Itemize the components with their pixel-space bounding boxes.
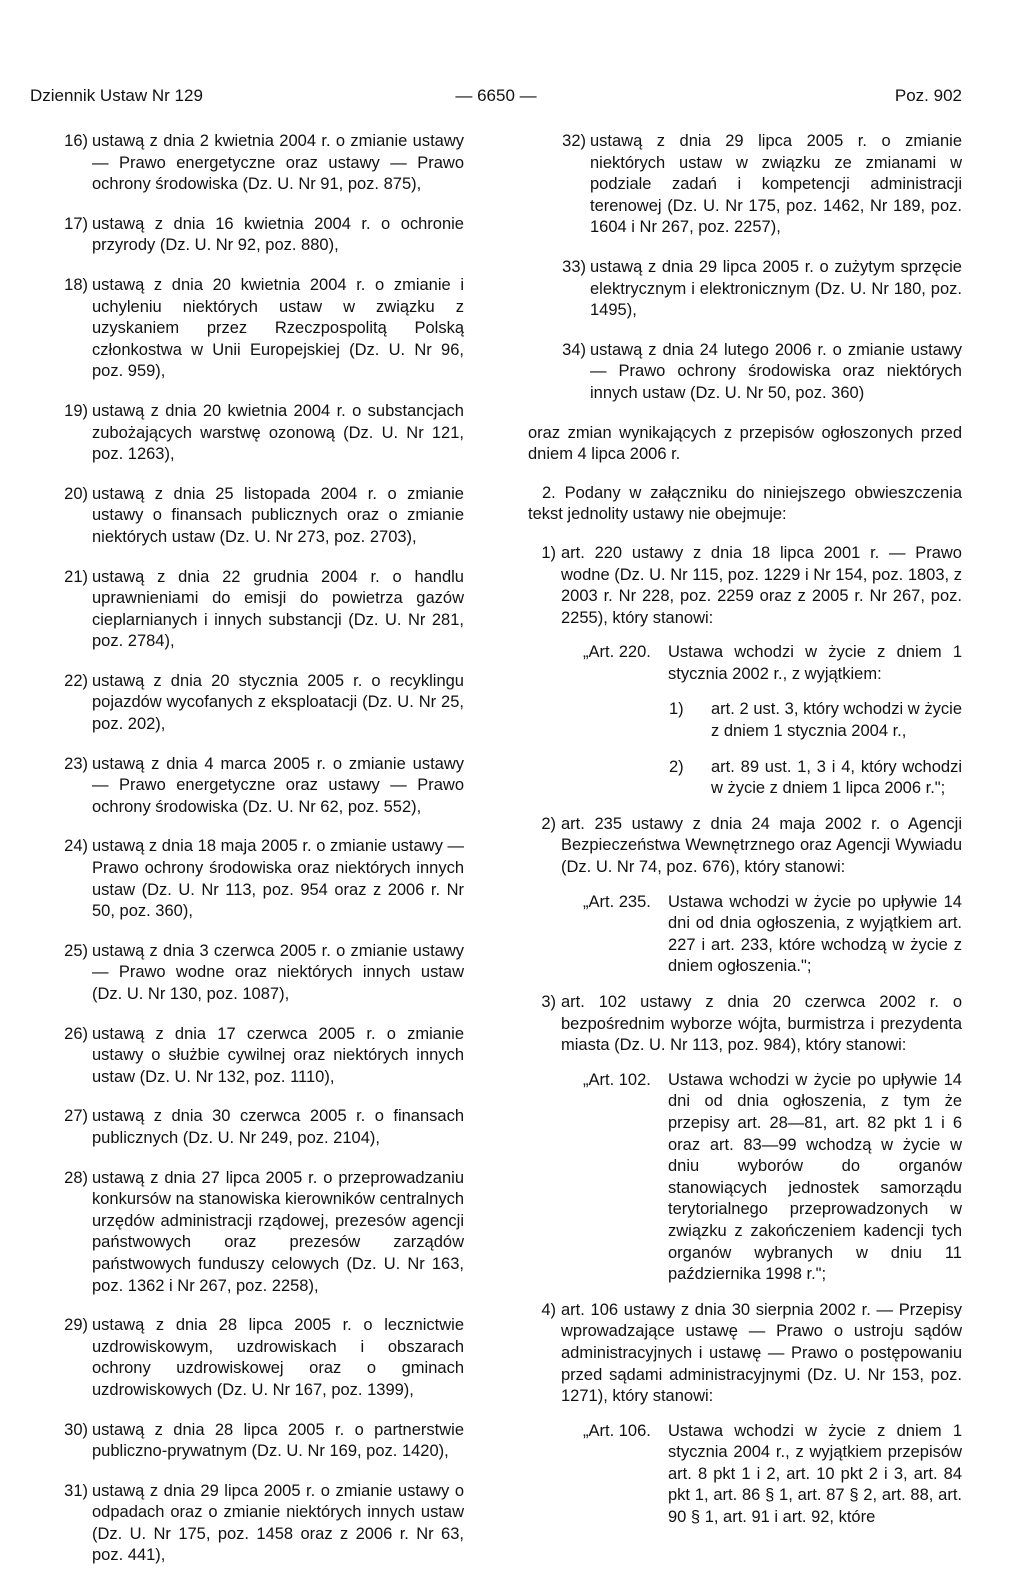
item-text: ustawą z dnia 29 lipca 2005 r. o zmianie ustawy o odpadach oraz o zmianie niektórych innych ustaw (Dz. U. Nr 175, poz. 1458 oraz z 2006 r. Nr 63, poz. 441), [92, 1481, 464, 1565]
item-number: 17) [64, 214, 88, 233]
item-text: ustawą z dnia 29 lipca 2005 r. o zużytym sprzęcie elektrycznym i elektronicznym (Dz. U. Nr 180, poz. 1495), [590, 257, 962, 320]
article-quote [561, 1421, 962, 1529]
item-number: 23) [64, 754, 88, 773]
list-item [528, 340, 962, 405]
article-quote [561, 892, 962, 978]
article-text: art. 220 ustawy z dnia 18 lipca 2001 r. — Prawo wodne (Dz. U. Nr 115, poz. 1229 i Nr 154, poz. 1803, z 2003 r. Nr 228, poz. 2259 oraz z 2005 r. Nr 267, poz. 2255), który stanowi: [561, 543, 962, 627]
article-text: art. 106 ustawy z dnia 30 sierpnia 2002 r. — Przepisy wprowadzające ustawę — Prawo o ustroju sądów administracyjnych i ustawę — Prawo o postępowaniu przed sądami administracyjnymi (Dz. U. Nr 153, poz. 1271), który stanowi: [561, 1300, 962, 1406]
item-text: ustawą z dnia 4 marca 2005 r. o zmianie ustawy — Prawo energetyczne oraz ustawy — Prawo ochrony środowiska (Dz. U. Nr 62, poz. 552), [92, 754, 464, 816]
subitem-number: 2) [669, 757, 684, 776]
quote-text: Ustawa wchodzi w życie z dniem 1 stycznia 2004 r., z wyjątkiem przepisów art. 8 pkt 1 i 2, art. 10 pkt 2 i 3, art. 84 pkt 1, art. 86 § 1, art. 87 § 2, art. 88, art. 90 § 1, art. 91 i art. 92, które [668, 1421, 962, 1527]
item-text: ustawą z dnia 17 czerwca 2005 r. o zmianie ustawy o służbie cywilnej oraz niektórych innych ustaw (Dz. U. Nr 132, poz. 1110), [92, 1024, 464, 1086]
item-text: ustawą z dnia 20 kwietnia 2004 r. o substancjach zubożających warstwę ozonową (Dz. U. Nr 121, poz. 1263), [92, 401, 464, 464]
quote-label: „Art. 235. [583, 892, 651, 911]
item-text: ustawą z dnia 27 lipca 2005 r. o przeprowadzaniu konkursów na stanowiska kierowników centralnych urzędów administracji rządowej, prezesów agencji państwowych oraz prezesów zarządów państwowych funduszy celowych (Dz. U. Nr 163, poz. 1362 i Nr 267, poz. 2258), [92, 1168, 464, 1295]
item-number: 30) [64, 1420, 88, 1439]
item-number: 22) [64, 671, 88, 690]
item-number: 25) [64, 941, 88, 960]
quote-label: „Art. 102. [583, 1070, 651, 1089]
list-item [30, 131, 464, 196]
quote-label: „Art. 106. [583, 1421, 651, 1440]
quote-label: „Art. 220. [583, 643, 651, 662]
item-text: ustawą z dnia 20 stycznia 2005 r. o recyklingu pojazdów wycofanych z eksploatacji (Dz. U. Nr 25, poz. 202), [92, 671, 464, 734]
item-number: 16) [64, 132, 88, 150]
item-text: ustawą z dnia 24 lutego 2006 r. o zmianie ustawy — Prawo ochrony środowiska oraz niektórych innych ustaw (Dz. U. Nr 50, poz. 360) [590, 340, 962, 402]
quote-subitem [561, 699, 962, 742]
item-text: ustawą z dnia 16 kwietnia 2004 r. o ochronie przyrody (Dz. U. Nr 92, poz. 880), [92, 214, 464, 255]
item-number: 21) [64, 567, 88, 586]
item-number: 20) [64, 484, 88, 503]
list-item [30, 1420, 464, 1463]
article-item [528, 814, 962, 978]
list-item [30, 214, 464, 257]
list-item [528, 131, 962, 239]
page-number: — 6650 — [455, 86, 537, 105]
position-number: Poz. 902 [894, 86, 962, 105]
item-text: ustawą z dnia 20 kwietnia 2004 r. o zmianie i uchyleniu niektórych ustaw w związku z uzyskaniem przez Rzeczpospolitą Polską członkostwa w Unii Europejskiej (Dz. U. Nr 96, poz. 959), [92, 275, 464, 381]
item-text: ustawą z dnia 28 lipca 2005 r. o lecznictwie uzdrowiskowym, uzdrowiskach i obszarach ochrony uzdrowiskowej oraz o gminach uzdrowiskowych (Dz. U. Nr 167, poz. 1399), [92, 1316, 464, 1399]
list-item [30, 1168, 464, 1298]
item-number: 26) [64, 1024, 88, 1043]
item-text: ustawą z dnia 2 kwietnia 2004 r. o zmianie ustawy — Prawo energetyczne oraz ustawy — Prawo ochrony środowiska (Dz. U. Nr 91, poz. 875), [92, 132, 464, 194]
subitem-number: 1) [669, 700, 684, 719]
articles-list [528, 543, 962, 1529]
quote-text: Ustawa wchodzi w życie z dniem 1 stycznia 2002 r., z wyjątkiem: [668, 643, 962, 683]
item-number: 18) [64, 275, 88, 294]
article-quote [561, 1070, 962, 1286]
article-text: art. 102 ustawy z dnia 20 czerwca 2002 r. o bezpośrednim wyborze wójta, burmistrza i prezydenta miasta (Dz. U. Nr 113, poz. 984), który stanowi: [561, 993, 962, 1055]
list-item [30, 754, 464, 819]
journal-title: Dziennik Ustaw Nr 129 [30, 86, 203, 105]
list-item [30, 401, 464, 466]
list-item [30, 484, 464, 549]
subitem-text: art. 2 ust. 3, który wchodzi w życie z dniem 1 stycznia 2004 r., [711, 700, 962, 741]
list-item [30, 1024, 464, 1089]
article-text: art. 235 ustawy z dnia 24 maja 2002 r. o Agencji Bezpieczeństwa Wewnętrznego oraz Agencji Wywiadu (Dz. U. Nr 74, poz. 676), który stanowi: [561, 814, 962, 877]
list-item [30, 567, 464, 653]
article-number: 1) [541, 543, 556, 562]
closing-paragraph: oraz zmian wynikających z przepisów ogłoszonych przed dniem 4 lipca 2006 r. [528, 423, 962, 464]
list-item [30, 1315, 464, 1401]
article-item [528, 1300, 962, 1529]
item-number: 19) [64, 401, 88, 420]
item-text: ustawą z dnia 3 czerwca 2005 r. o zmianie ustawy — Prawo wodne oraz niektórych innych ustaw (Dz. U. Nr 130, poz. 1087), [92, 941, 464, 1003]
list-item [30, 1481, 464, 1567]
item-text: ustawą z dnia 30 czerwca 2005 r. o finansach publicznych (Dz. U. Nr 249, poz. 2104), [92, 1107, 464, 1147]
article-number: 4) [541, 1300, 556, 1319]
article-quote [561, 642, 962, 685]
item-number: 27) [64, 1107, 88, 1126]
quote-text: Ustawa wchodzi w życie po upływie 14 dni od dnia ogłoszenia, z wyjątkiem art. 227 i art. 233, które wchodzą w życie z dniem ogłoszenia."; [668, 892, 962, 976]
item-text: ustawą z dnia 29 lipca 2005 r. o zmianie niektórych ustaw w związku ze zmianami w podziale zadań i kompetencji administracji terenowej (Dz. U. Nr 175, poz. 1462, Nr 189, poz. 1604 i Nr 267, poz. 2257), [590, 132, 962, 237]
subitem-text: art. 89 ust. 1, 3 i 4, który wchodzi w życie z dniem 1 lipca 2006 r."; [711, 757, 962, 798]
quote-text: Ustawa wchodzi w życie po upływie 14 dni od dnia ogłoszenia, z tym że przepisy art. 28—81, art. 82 pkt 1 i 6 oraz art. 83—99 wchodzą w życie w dniu wyborów do organów stanowiących jednostek samorządu terytorialnego przeprowadzonych w związku z zakończeniem kadencji tych organów wybranych w dniu 11 października 1998 r."; [668, 1070, 962, 1284]
right-list [528, 131, 962, 405]
item-number: 32) [562, 132, 586, 150]
item-text: ustawą z dnia 28 lipca 2005 r. o partnerstwie publiczno-prywatnym (Dz. U. Nr 169, poz. 1420), [92, 1420, 464, 1461]
item-text: ustawą z dnia 22 grudnia 2004 r. o handlu uprawnieniami do emisji do powietrza gazów cieplarnianych i innych substancji (Dz. U. Nr 281, poz. 2784), [92, 567, 464, 651]
article-number: 2) [541, 814, 556, 833]
list-item [30, 671, 464, 736]
item-number: 33) [562, 257, 586, 276]
item-number: 24) [64, 837, 88, 856]
item-text: ustawą z dnia 25 listopada 2004 r. o zmianie ustawy o finansach publicznych oraz o zmianie niektórych ustaw (Dz. U. Nr 273, poz. 2703), [92, 484, 464, 546]
item-number: 29) [64, 1316, 88, 1335]
item-text: ustawą z dnia 18 maja 2005 r. o zmianie ustawy — Prawo ochrony środowiska oraz niektórych innych ustaw (Dz. U. Nr 113, poz. 954 oraz z 2006 r. Nr 50, poz. 360), [92, 837, 464, 921]
quote-subitem [561, 757, 962, 800]
page-header [30, 83, 962, 109]
article-item [528, 543, 962, 800]
item-number: 31) [64, 1481, 88, 1500]
list-item [30, 941, 464, 1006]
right-column [528, 131, 962, 1543]
item-number: 34) [562, 340, 586, 359]
list-item [528, 257, 962, 322]
article-item [528, 992, 962, 1286]
list-item [30, 275, 464, 383]
item-number: 28) [64, 1168, 88, 1187]
list-item [30, 836, 464, 922]
section-2-intro: 2. Podany w załączniku do niniejszego obwieszczenia tekst jednolity ustawy nie obejmuje: [528, 483, 962, 524]
list-item [30, 1106, 464, 1149]
left-column [30, 131, 464, 1585]
article-number: 3) [541, 993, 556, 1011]
